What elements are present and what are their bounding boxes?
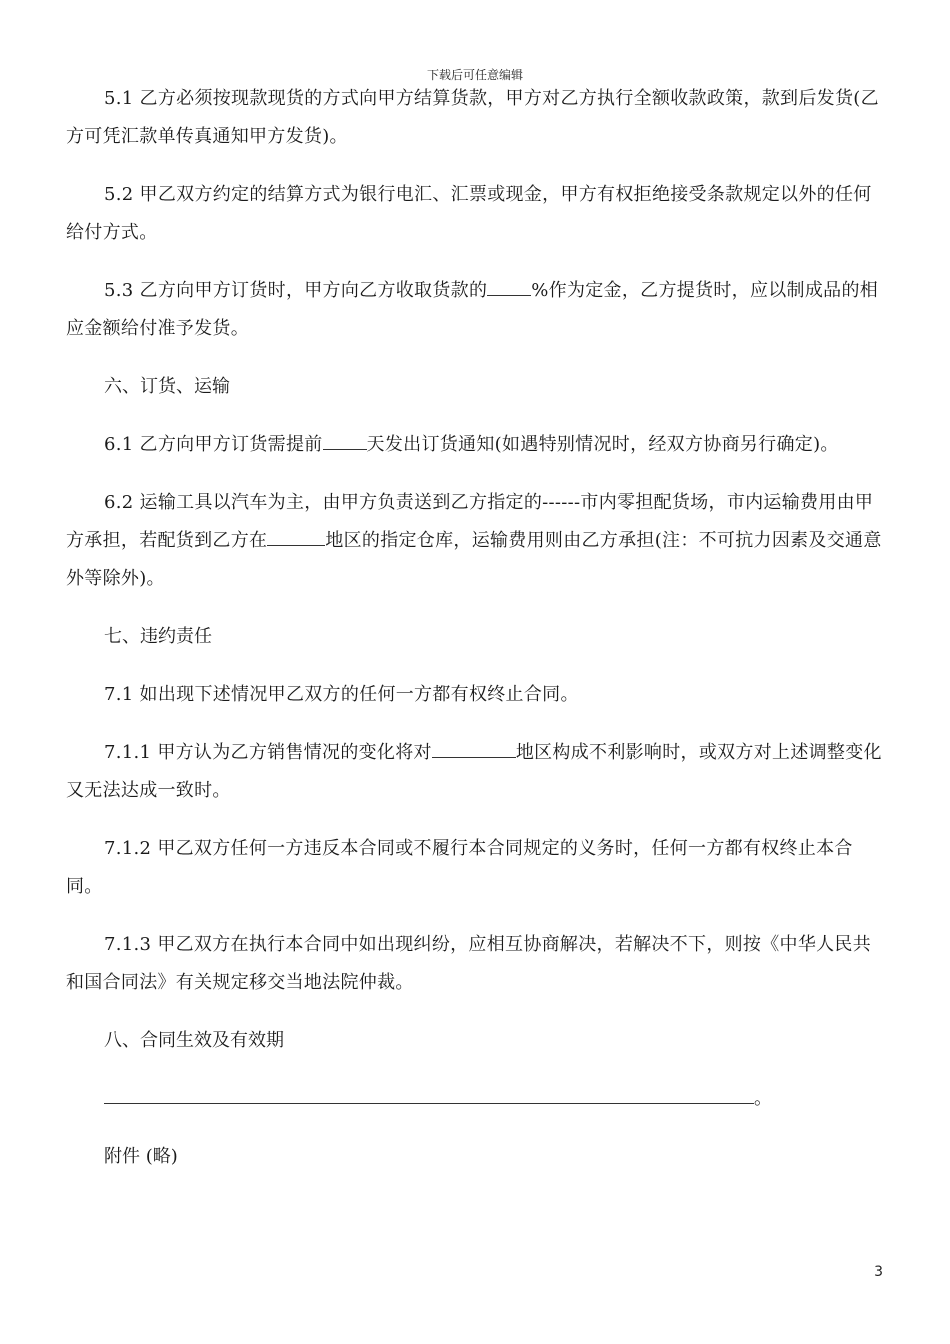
clause-7-1-1 <box>66 734 886 810</box>
deposit-percent-blank <box>487 275 531 296</box>
region-impact-blank <box>432 737 516 758</box>
section-6-heading: 六、订货、运输 <box>104 376 230 397</box>
clause-6-2-after: 地区的指定仓库，运输费用则由乙方承担(注：不可抗力因素及交通意外等除外)。 <box>66 530 882 589</box>
clause-7-1: 7.1 如出现下述情况甲乙双方的任何一方都有权终止合同。 <box>104 684 579 705</box>
header-note: 下载后可任意编辑 <box>426 68 523 82</box>
attachment-note: 附件 (略) <box>104 1146 178 1167</box>
clause-5-3-before: 5.3 乙方向甲方订货时，甲方向乙方收取货款的 <box>104 280 488 301</box>
region-blank <box>267 525 325 546</box>
clause-6-1-after: 天发出订货通知(如遇特别情况时，经双方协商另行确定)。 <box>366 434 839 455</box>
clause-6-2-before: 6.2 运输工具以汽车为主，由甲方负责送到乙方指定的------市内零担配货场，市内运输费用由甲方承担，若配货到乙方在 <box>66 492 874 551</box>
clause-7-1-3: 7.1.3 甲乙双方在执行本合同中如出现纠纷，应相互协商解决，若解决不下，则按《中华人民共和国合同法》有关规定移交当地法院仲裁。 <box>66 934 872 993</box>
document-body <box>66 80 886 1196</box>
order-days-blank <box>323 429 367 450</box>
clause-7-1-2: 7.1.2 甲乙双方任何一方违反本合同或不履行本合同规定的义务时，任何一方都有权终止本合同。 <box>66 838 853 897</box>
section-7-heading: 七、违约责任 <box>104 626 212 647</box>
clause-7-1-1-before: 7.1.1 甲方认为乙方销售情况的变化将对 <box>104 742 432 763</box>
page-number: 3 <box>874 1264 883 1280</box>
validity-blank <box>104 1083 754 1104</box>
clause-6-1-before: 6.1 乙方向甲方订货需提前 <box>104 434 323 455</box>
clause-5-2: 5.2 甲乙双方约定的结算方式为银行电汇、汇票或现金，甲方有权拒绝接受条款规定以外的任何给付方式。 <box>66 184 872 243</box>
clause-7-1-1-after: 地区构成不利影响时，或双方对上述调整变化又无法达成一致时。 <box>66 742 882 801</box>
clause-6-1 <box>66 426 886 464</box>
section-8-heading: 八、合同生效及有效期 <box>104 1030 284 1051</box>
clause-5-1: 5.1 乙方必须按现款现货的方式向甲方结算货款，甲方对乙方执行全额收款政策，款到后发货(乙方可凭汇款单传真通知甲方发货)。 <box>66 88 879 147</box>
clause-5-3 <box>66 272 886 348</box>
clause-5-3-after: %作为定金，乙方提货时，应以制成品的相应金额给付准予发货。 <box>66 280 879 339</box>
validity-line <box>104 1080 886 1118</box>
clause-6-2 <box>66 484 886 598</box>
validity-end: 。 <box>754 1088 772 1109</box>
